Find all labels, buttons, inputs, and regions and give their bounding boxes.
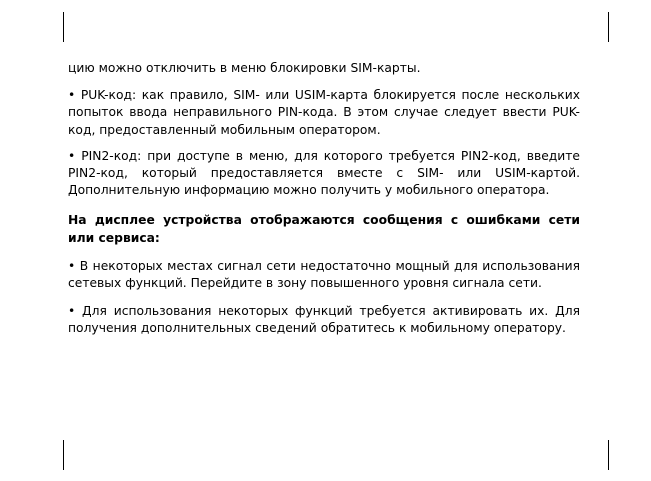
crop-mark-top-left xyxy=(63,12,64,42)
crop-mark-bottom-left xyxy=(63,440,64,470)
paragraph-sim-lock: цию можно отключить в меню блокировки SIM-карты. xyxy=(68,61,421,75)
paragraph-puk-code: • PUK-код: как правило, SIM- или USIM-карта блокируется после нескольких попыток ввода неправильного PIN-кода. В этом случае следует ввести PUK-код, предоставленный мобильным оператором. xyxy=(68,88,580,137)
paragraph-pin2-code: • PIN2-код: при доступе в меню, для которого требуется PIN2-код, введите PIN2-код, который предоставляется вместе с SIM- или USIM-картой. Дополнительную информацию можно получить у мобильного оператора. xyxy=(68,148,580,198)
heading-network-errors: На дисплее устройства отображаются сообщения с ошибками сети или сервиса: xyxy=(68,213,580,245)
paragraph-activate-features: • Для использования некоторых функций требуется активировать их. Для получения дополнительных сведений обратитесь к мобильному оператору. xyxy=(68,304,580,336)
page-content xyxy=(68,60,580,347)
paragraph-weak-signal: • В некоторых местах сигнал сети недостаточно мощный для использования сетевых функций. Перейдите в зону повышенного уровня сигнала сети. xyxy=(68,258,580,291)
crop-mark-bottom-right xyxy=(608,440,609,470)
crop-mark-top-right xyxy=(608,12,609,42)
